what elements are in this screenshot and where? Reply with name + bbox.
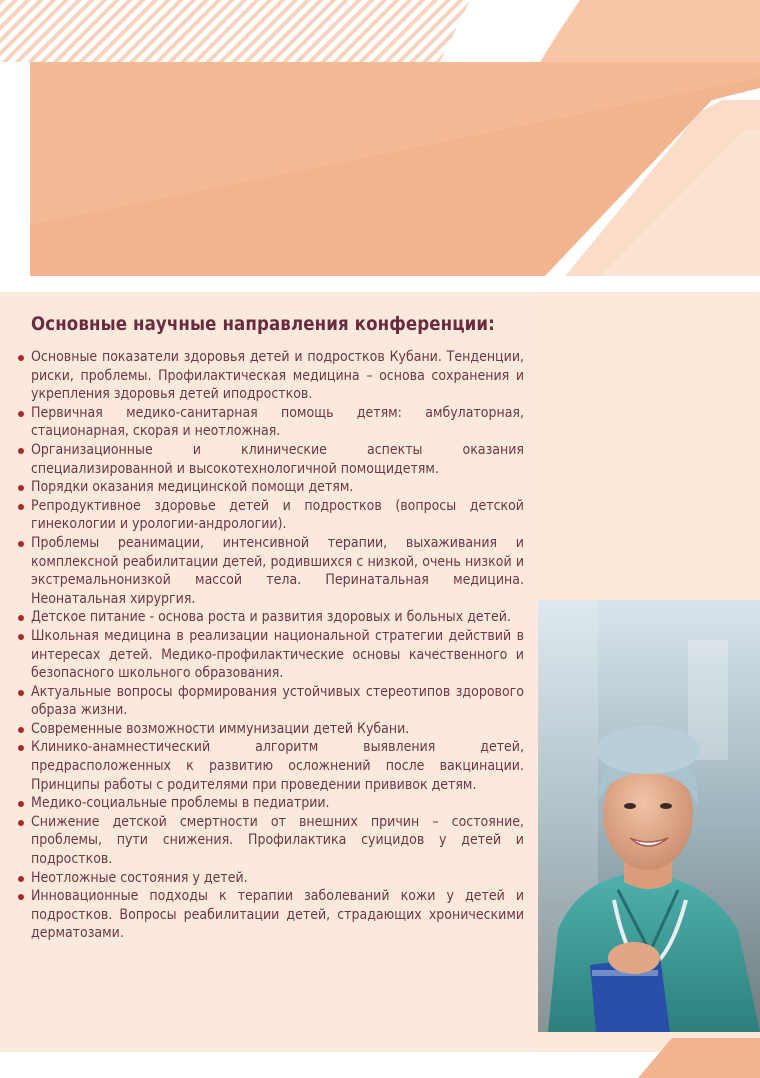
topic-item: Репродуктивное здоровье детей и подростков (вопросы детской гинекологии и урологии-андрологии).: [16, 497, 524, 534]
topic-item: Современные возможности иммунизации детей Кубани.: [16, 720, 524, 739]
nurse-photo: [538, 600, 760, 1032]
topic-item: Порядки оказания медицинской помощи детям.: [16, 478, 524, 497]
topic-item: Школьная медицина в реализации национальной стратегии действий в интересах детей. Медико-профилактические основы качественного и безопасного школьного образования.: [16, 627, 524, 683]
topic-item: Проблемы реанимации, интенсивной терапии, выхаживания и комплексной реабилитации детей, родившихся с низкой, очень низкой и экстремальнонизкой массой тела. Перинатальная медицина. Неонатальная хирургия.: [16, 534, 524, 608]
topic-item: Первичная медико-санитарная помощь детям: амбулаторная, стационарная, скорая и неотложная.: [16, 404, 524, 441]
topic-item: Неотложные состояния у детей.: [16, 869, 524, 888]
topic-item: Снижение детской смертности от внешних причин – состояние, проблемы, пути снижения. Профилактика суицидов у детей и подростков.: [16, 813, 524, 869]
topic-item: Детское питание - основа роста и развития здоровых и больных детей.: [16, 608, 524, 627]
section-heading: Основные научные направления конференции:: [31, 314, 495, 335]
topic-item: Клинико-анамнестический алгоритм выявления детей, предрасположенных к развитию осложнений после вакцинации. Принципы работы с родителями при проведении прививок детям.: [16, 738, 524, 794]
topic-item: Основные показатели здоровья детей и подростков Кубани. Тенденции, риски, проблемы. Профилактическая медицина – основа сохранения и укрепления здоровья детей иподростков.: [16, 348, 524, 404]
topic-item: Инновационные подходы к терапии заболеваний кожи у детей и подростков. Вопросы реабилитации детей, страдающих хроническими дерматозами.: [16, 887, 524, 943]
topic-item: Актуальные вопросы формирования устойчивых стереотипов здорового образа жизни.: [16, 683, 524, 720]
topic-item: Медико-социальные проблемы в педиатрии.: [16, 794, 524, 813]
topics-list: [16, 348, 524, 943]
topic-item: Организационные и клинические аспекты оказания специализированной и высокотехнологичной помощидетям.: [16, 441, 524, 478]
